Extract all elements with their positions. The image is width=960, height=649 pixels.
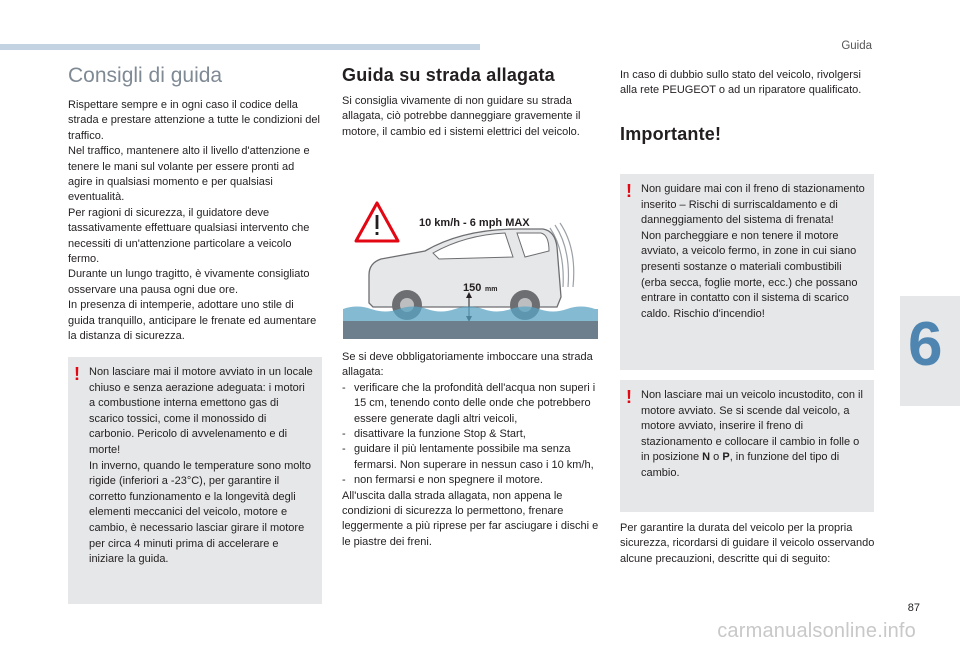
column-flooded-road	[342, 62, 600, 140]
paragraph: Durante un lungo tragitto, è vivamente consigliato osservare una pausa ogni due ore.	[68, 268, 310, 296]
top-rule	[0, 44, 480, 50]
paragraph: In caso di dubbio sullo stato del veicolo, rivolgersi alla rete PEUGEOT o ad un riparatore qualificato.	[620, 69, 862, 97]
flooded-road-illustration	[343, 195, 598, 343]
chapter-number: 6	[908, 310, 943, 379]
section-name: Guida	[841, 40, 872, 52]
warning-box-parking-brake	[620, 174, 874, 370]
list-intro: Se si deve obbligatoriamente imboccare una strada allagata:	[342, 351, 593, 379]
water-surface	[343, 307, 598, 340]
warning-exclamation-icon: !	[626, 387, 632, 407]
heading-important: Importante!	[620, 123, 722, 144]
heading-flooded-road: Guida su strada allagata	[342, 65, 555, 85]
flooded-road-instructions	[342, 350, 600, 550]
gear-p: P	[722, 451, 730, 464]
list-item: - non fermarsi e non spegnere il motore.	[342, 474, 543, 487]
paragraph: Si consiglia vivamente di non guidare su strada allagata, ciò potrebbe danneggiare gravemente il motore, il cambio ed i sistemi elettrici del veicolo.	[342, 95, 581, 138]
column-driving-tips	[68, 62, 320, 345]
warning-text: Non lasciare mai il motore avviato in un locale chiuso e senza aerazione adeguata: i motori a combustione interna emettono gas di scarico tossici, come il monossido di carbonio. Pericolo di avvelenamento e di morte!	[89, 366, 313, 456]
paragraph: Per ragioni di sicurezza, il guidatore deve tassativamente effettuare qualsiasi intervento che necessiti di un'attenzione particolare a veicolo fermo.	[68, 206, 310, 266]
warning-text: In inverno, quando le temperature sono molto rigide (inferiori a -23°C), per garantire il corretto funzionamento e la longevità degli elementi meccanici del veicolo, motore e cambio, è necessario lasciar girare il motore per circa 4 minuti prima di accelerare e iniziare la guida.	[89, 459, 311, 566]
warning-exclamation-icon: !	[626, 181, 632, 201]
watermark: carmanualsonline.info	[717, 620, 916, 642]
warning-box-engine	[68, 357, 322, 604]
paragraph: Nel traffico, mantenere alto il livello d'attenzione e tenere le mani sul volante per essere pronti ad agire in qualsiasi momento e per qualsiasi eventualità.	[68, 145, 310, 204]
paragraph: All'uscita dalla strada allagata, non appena le condizioni di sicurezza lo permettono, frenare leggermente a più riprese per far asciugare i dischi e le piastre dei freni.	[342, 489, 599, 548]
list-item: - guidare il più lentamente possibile ma senza fermarsi. Non superare in nessun caso i 10 km/h,	[342, 443, 594, 471]
heading-driving-tips: Consigli di guida	[68, 64, 223, 87]
speed-limit-label: 10 km/h - 6 mph MAX	[419, 217, 530, 229]
depth-value-label: 150	[463, 282, 482, 294]
paragraph: Per garantire la durata del veicolo per la propria sicurezza, ricordarsi di guidare il veicolo osservando alcune precauzioni, descritte qui di seguito:	[620, 522, 875, 565]
car-icon	[369, 229, 561, 320]
warning-text: Non guidare mai con il freno di stazionamento inserito – Rischi di surriscaldamento e di danneggiamento del sistema di frenata!	[641, 183, 865, 227]
durability-note	[620, 521, 876, 567]
chapter-tab	[900, 296, 960, 406]
page-number: 87	[907, 602, 920, 614]
column-important	[620, 68, 876, 153]
gear-n: N	[702, 451, 711, 464]
warning-triangle-icon	[356, 203, 398, 241]
depth-unit-label: mm	[485, 286, 498, 293]
list-item: - verificare che la profondità dell'acqua non superi i 15 cm, tenendo conto delle onde che potrebbero essere generate dagli altri veicoli,	[342, 381, 596, 425]
paragraph: In presenza di intemperie, adottare uno stile di guida tranquillo, anticipare le frenate ed aumentare la distanza di sicurezza.	[68, 299, 317, 343]
warning-exclamation-icon: !	[74, 364, 80, 384]
warning-text: Non parcheggiare e non tenere il motore avviato, a veicolo fermo, in zone in cui siano presenti sostanze o materiali combustibili (erba secca, foglie morte, ecc.) che possano entrare in contatto con il sistema di scarico caldo. Rischio d'incendio!	[641, 229, 858, 320]
warning-text: Non lasciare mai un veicolo incustodito, con il motore avviato. Se si scende dal veicolo, a motore avviato, inserire il freno di stazionamento e collocare il cambio in folle o in posizione N o P, in funzione del tipo di cambio.	[641, 389, 863, 479]
warning-box-unattended-vehicle	[620, 380, 874, 512]
paragraph: Rispettare sempre e in ogni caso il codice della strada e prestare attenzione a tutte le condizioni del traffico.	[68, 99, 320, 142]
list-item: - disattivare la funzione Stop & Start,	[342, 428, 526, 441]
